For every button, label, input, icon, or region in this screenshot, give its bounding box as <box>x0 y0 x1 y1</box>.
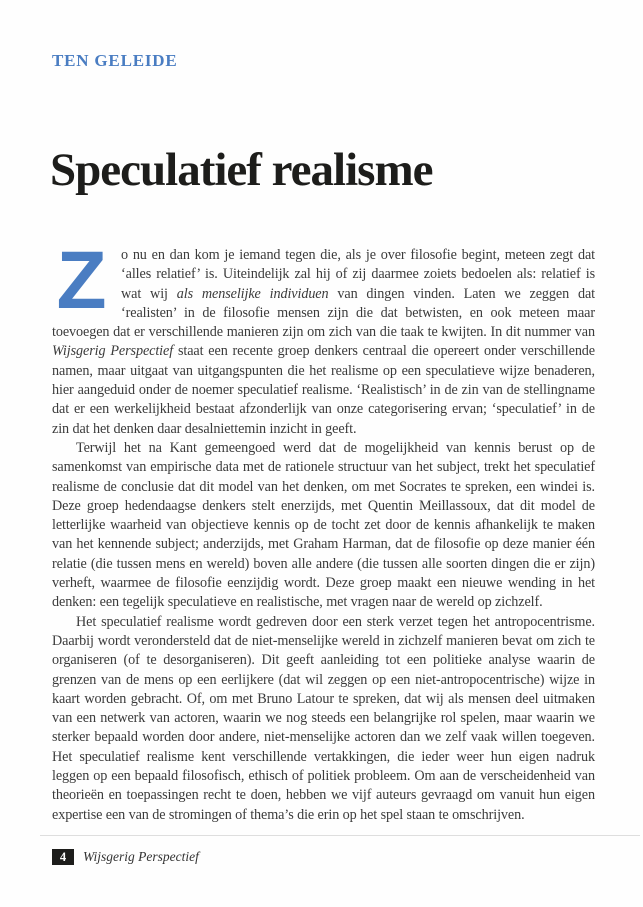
page-number-badge: 4 <box>52 849 74 865</box>
footer-divider <box>40 835 640 836</box>
body-text: Terwijl het na Kant gemeengoed werd dat de mogelijkheid van kennis berust op de samenkomst van empirische data met de rationele structuur van het subject, trekt het speculatief realisme de conclusie dat dit model van het denken, om met Socrates te spreken, een windei is. Deze groep hedendaagse denkers stelt enerzijds, met Quentin Meillassoux, dat dit model de letterlijke waarheid van objectieve kennis op de tocht zet door de kennis afhankelijk te maken van het kennende subject; anderzijds, met Graham Harman, dat de filosofie op deze manier één relatie (die tussen mens en wereld) boven alle andere (die tussen alle soorten dingen die er zijn) verheft, waarmee de filosofie eenzijdig wordt. Deze groep maakt een nieuwe wending in het denken: een tegelijk speculatieve en realistische, met vragen naar de wereld op zichzelf. <box>52 439 595 611</box>
italic-text: Wijsgerig Perspectief <box>52 343 174 360</box>
body-text: Het speculatief realisme wordt gedreven door een sterk verzet tegen het antropocentrisme. Daarbij wordt verondersteld dat de niet-menselijke wereld in zichzelf manieren bevat om zich te organiseren (of te desorganiseren). Dit geeft aanleiding tot een politieke analyse waarin de grenzen van de mens op een eerlijkere (dat wil zeggen op een niet-antropocentrische) wijze in kaart worden gebracht. Of, om met Bruno Latour te spreken, dat wij als mensen deel uitmaken van een netwerk van actoren, waarin we nog steeds een belangrijke rol spelen, maar waarin we sterker bepaald worden door andere, niet-menselijke actoren dan we zelf vaak willen toegeven. Het speculatief realisme kent verschillende vertakkingen, die ieder weer hun eigen nadruk leggen op een bepaald filosofisch, ethisch of politiek probleem. Om aan de verscheidenheid van theorieën en toepassingen recht te doen, hebben we vijf auteurs gevraagd om vanuit hun eigen expertise een van de stromingen of thema’s die erin op het spel staan te omschrijven. <box>52 613 595 823</box>
section-kicker: TEN GELEIDE <box>52 51 178 70</box>
page-footer <box>52 849 199 865</box>
journal-name: Wijsgerig Perspectief <box>83 849 199 864</box>
body-text: van dingen vinden. Laten we zeggen dat ‘realisten’ in de filosofie mensen zijn die dat betwisten, en ook meteen maar toevoegen dat er verschillende manieren zijn om zich van die taak te kwijten. In dit nummer van <box>52 285 595 341</box>
paragraph <box>52 613 595 825</box>
article-title: Speculatief realisme <box>50 144 433 196</box>
italic-text: als menselijke individuen <box>176 285 329 302</box>
dropcap-letter: Z <box>56 234 107 326</box>
article-body <box>52 234 595 825</box>
paragraph <box>52 439 595 613</box>
body-text: o nu en dan kom je iemand tegen die, als je over filosofie begint, meteen zegt dat ‘alles relatief’ is. Uiteindelijk zal hij of zij daarmee zoiets bedoelen als: relatief is wat wij <box>121 247 595 302</box>
body-text: staat een recente groep denkers centraal die opereert onder verschillende namen, maar uitgaat van uitgangspunten die het realisme op een speculatieve wijze benaderen, hier aangeduid onder de noemer speculatief realisme. ‘Realistisch’ in de zin van de stellingname dat er een werkelijkheid bestaat afzonderlijk van onze categorisering ervan; ‘speculatief’ in de zin dat het denken daar desalniettemin inzicht in geeft. <box>52 343 595 437</box>
paragraph <box>52 234 595 439</box>
